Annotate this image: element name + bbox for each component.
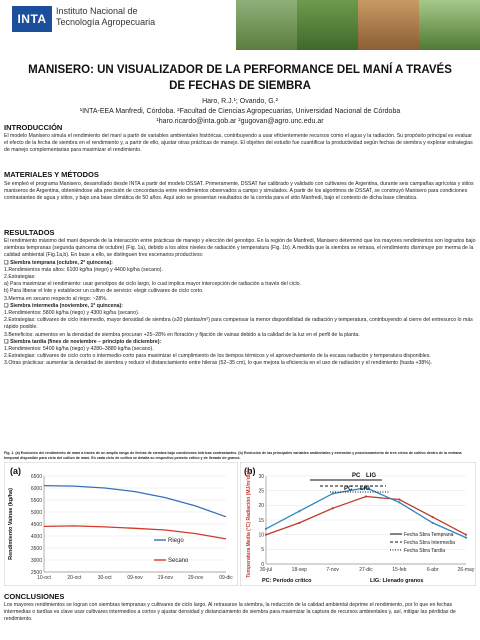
y-tick-label: 4500: [30, 521, 42, 528]
scenario-early-line-5: 3.Merma en secano respecto al riego: ~28%.: [4, 295, 108, 302]
pc-label-top: PC: [352, 473, 361, 479]
x-tick-label: 30-jul: [259, 567, 273, 573]
x-tick-label: 09-nov: [127, 575, 143, 581]
institute-name: [56, 6, 155, 28]
photo-field: [236, 0, 297, 50]
scenario-early-line-3: a) Para maximizar el rendimiento: usar genotipos de ciclo largo, lo cual implica mayor intercepción de radiación a través del ciclo.: [4, 281, 301, 288]
title-line-1: MANISERO: UN VISUALIZADOR DE LA PERFORMANCE DEL MANÍ A TRAVÉS: [28, 64, 452, 76]
y-tick-label: 0: [261, 561, 264, 568]
data-point: [465, 534, 467, 536]
scenario-early-title: ❑ Siembra temprana (octubre, 2ª quincena):: [4, 259, 113, 266]
x-tick-label: 20-oct: [67, 575, 82, 581]
scenario-late-line-2: 2.Estrategias: cultivares de ciclo corto o intermedio-corto para maximizar el cumplimiento de los tiempos térmicos y el aprovechamiento de la escasa radiación y temperatura disponibles.: [4, 353, 431, 360]
institute-line-1: Instituto Nacional de: [56, 6, 138, 16]
photo-plants: [297, 0, 358, 50]
data-point: [332, 507, 334, 509]
data-point: [432, 516, 434, 518]
x-tick-label: 15-feb: [392, 567, 407, 573]
data-point: [465, 537, 467, 539]
institute-line-2: Tecnología Agropecuaria: [56, 17, 156, 27]
data-point: [265, 534, 267, 536]
scenario-mid-line-1: 1.Rendimientos: 5800 kg/ha (riego) y 4300 kg/ha (secano).: [4, 310, 140, 317]
header-photos: [236, 0, 480, 50]
chart-a-ylabel: Rendimiento Vainas (kg/ha): [8, 488, 14, 560]
results-heading: RESULTADOS: [4, 228, 55, 237]
x-tick-label: 19-nov: [157, 575, 173, 581]
scenario-early-line-2: 2.Estrategias:: [4, 274, 36, 281]
scenario-late-line-1: 1.Rendimientos: 5400 kg/ha (riego) y 4280–3880 kg/ha (secano).: [4, 346, 154, 353]
pc-note: PC: Período crítico: [262, 578, 312, 584]
data-point: [265, 528, 267, 530]
y-tick-label: 5: [261, 547, 264, 554]
data-point: [432, 522, 434, 524]
legend-tardia: Fecha Sbra Tardía: [404, 548, 446, 554]
inta-logo: INTA: [12, 6, 52, 32]
methods-text: Se empleó el programa Manisero, desarrollado desde INTA a partir del modelo DSSAT. Primeramente, DSSAT fue calibrado y validado con cultivares de Argentina, durante seis campañas agrícolas y sitios maniseros de Argentina, obteniéndose alta precisión de concordancia entre rendimientos observados a campo y simulados. A partir de los algoritmos de DSSAT, se construyó Manisero para condiciones contrastantes de agua y sitios, y bajo una base climática de 50 años. Aquí solo se presentan resultados de la corrida para el sitio Manfredi, bajo el contexto de dicha base climática.: [4, 181, 474, 202]
results-intro: El rendimiento máximo del maní depende de la interacción entre prácticas de manejo y elección del genotipo. En la región de Manfredi, Manisero determinó que los mayores rendimientos son logrados bajo siembras tempranas (segunda quincena de octubre) (Fig. 1a), debido a los altos niveles de radiación y temperatura (Fig. 1b). A medida que la siembra se retrasa, el rendimiento disminuye por merma de la calidad ambiental (Fig.1a,b). En base a ello, se distinguen tres escenarios productivos:: [4, 238, 476, 259]
methods-heading: MATERIALES Y MÉTODOS: [4, 170, 99, 179]
data-point: [398, 498, 400, 500]
scenario-mid-title: ❑ Siembra intermedia (noviembre, 1ª quincena):: [4, 302, 123, 309]
legend-temprana: Fecha Sbra Temprana: [404, 532, 454, 538]
x-tick-label: 29-nov: [188, 575, 204, 581]
x-tick-label: 09-dic: [219, 575, 233, 581]
conclusions-heading: CONCLUSIONES: [4, 592, 65, 601]
photo-peanuts: [358, 0, 419, 50]
results-text: [4, 238, 476, 368]
header: [0, 0, 480, 58]
y-tick-label: 3500: [30, 545, 42, 552]
author-affiliations: ¹INTA-EEA Manfredi, Córdoba. ²Facultad de Ciencias Agropecuarias, Universidad Nacional de Córdoba: [79, 108, 401, 115]
figure-caption: Fig. 1. (a) Evolución del rendimiento de maní a través de un amplio rango de fechas de siembra bajo condiciones hídricas contrastantes. (b) Evolución de las principales variables ambientales y extensión y posicionamiento de tres ciclos de cultivo dentro de la ventana temporal disponible para ciclo del cultivo de maní. En cada ciclo de cultivo se detalla su respectivo período crítico y de llenado de granos.: [4, 451, 462, 460]
x-tick-label: 7-nov: [326, 567, 339, 573]
y-tick-label: 15: [258, 517, 264, 524]
x-tick-label: 6-abr: [426, 567, 439, 573]
scenario-early-line-4: b) Para liberar el lote y establecer un cultivo de servicio: elegir cultivares de ciclo corto.: [4, 288, 204, 295]
intro-heading: INTRODUCCIÓN: [4, 123, 63, 132]
photo-crop: [419, 0, 480, 50]
author-emails: ¹haro.ricardo@inta.gob.ar ²gugovan@agro.unc.edu.ar: [156, 118, 324, 125]
y-tick-label: 25: [258, 488, 264, 495]
x-tick-label: 18-sep: [291, 567, 307, 573]
chart-b-ylabel: Temperatura Media (°C) Radiación (MJ/m²día): [246, 470, 252, 578]
x-tick-label: 30-oct: [97, 575, 112, 581]
data-point: [332, 493, 334, 495]
x-tick-label: 10-oct: [37, 575, 51, 581]
y-tick-label: 5500: [30, 497, 42, 504]
scenario-late-title: ❑ Siembra tardía (fines de noviembre – principio de diciembre):: [4, 338, 162, 345]
y-tick-label: 2500: [30, 569, 42, 576]
data-point: [365, 495, 367, 497]
legend-intermedia: Fecha Sbra Intermedia: [404, 540, 455, 546]
author-names: Haro, R.J.¹; Ovando, G.²: [202, 98, 278, 105]
pc-label-mid: PC: [344, 486, 353, 492]
chart-b: [240, 462, 476, 586]
x-tick-label: 26-may: [457, 567, 475, 573]
y-tick-label: 10: [258, 532, 264, 539]
y-tick-label: 5000: [30, 509, 42, 516]
x-tick-label: 27-dic: [359, 567, 373, 573]
lig-note: LIG: Llenado granos: [370, 578, 424, 584]
y-tick-label: 20: [258, 503, 264, 510]
y-tick-label: 30: [258, 473, 264, 480]
y-tick-label: 6000: [30, 485, 42, 492]
title-line-2: DE FECHAS DE SIEMBRA: [169, 80, 311, 92]
poster-title: [20, 62, 460, 94]
chart-a-panel-label: (a): [10, 466, 21, 476]
data-point: [298, 522, 300, 524]
scenario-mid-line-3: 3.Beneficios: aumentos en la densidad de siembra procuran +25–28% en floración y fijación de vainas debido a la calidad de la luz en el perfil de la planta.: [4, 331, 360, 338]
lig-label-top: LIG: [366, 473, 376, 479]
scenario-mid-line-2: 2.Estrategias: cultivares de ciclo intermedio, mayor densidad de siembra (≥20 plantas/m²) para compensar la menor disponibilidad de radiación y temperatura, contribuyendo al cierre del entresurco lo más rápido posible.: [4, 317, 473, 331]
scenario-late-line-3: 3.Otras prácticas: aumentar la densidad de siembra y reducir el distanciamiento entre hileras (52–35 cm), lo que mejora la eficiencia en el uso de radiación y el rendimiento (hasta +38%).: [4, 360, 433, 367]
authors-block: [20, 97, 460, 127]
chart-a: [4, 462, 238, 586]
y-tick-label: 4000: [30, 533, 42, 540]
conclusions-text: Los mayores rendimientos se logran con siembras tempranas y cultivares de ciclo largo. Al retrasarse la siembra, la reducción de la calidad ambiental deprime el rendimiento, por lo que en fechas intermedias o tardías es clave usar cultivares intermedios a cortos y ajustar densidad y distanciamiento de siembra para maximizar la captura de recursos ambientales y, así, mitigar las pérdidas de rendimiento.: [4, 602, 456, 623]
legend-secano: Secano: [168, 558, 189, 564]
data-point: [298, 510, 300, 512]
intro-text: El modelo Manisero simula el rendimiento del maní a partir de variables ambientales históricas, contribuyendo a usar eficientemente recursos como el agua y la radiación. Su propósito principal es evaluar el efecto de la fecha de siembra en el rendimiento y, a partir de ello, ajustar otras prácticas de manejo. El objetivo del estudio fue cuantificar la productividad según fechas de siembra y explorar estrategias de manejo complementarias para maximizar el rendimiento.: [4, 133, 473, 154]
y-tick-label: 3000: [30, 557, 42, 564]
y-tick-label: 6500: [30, 473, 42, 480]
chart-b-panel-label: (b): [244, 466, 256, 476]
lig-label-mid: LIG: [360, 486, 370, 492]
data-point: [398, 501, 400, 503]
scenario-early-line-1: 1.Rendimientos más altos: 6100 kg/ha (riego) y 4400 kg/ha (secano).: [4, 266, 163, 273]
legend-riego: Riego: [168, 538, 184, 544]
